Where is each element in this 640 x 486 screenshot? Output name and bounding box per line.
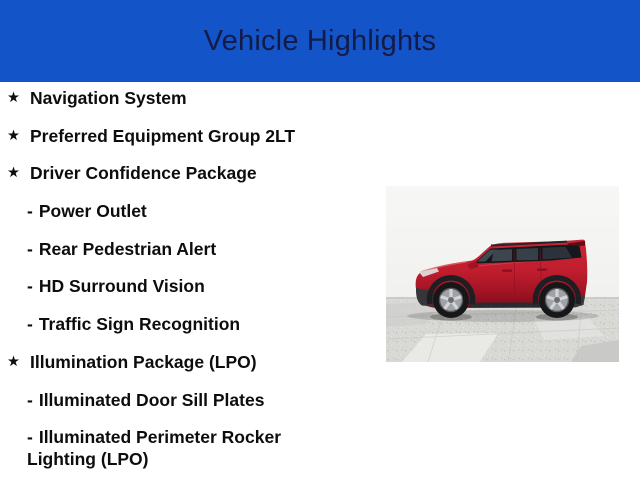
star-bullet-icon: ★ <box>7 127 20 144</box>
highlight-label: Driver Confidence Package <box>30 163 257 184</box>
highlight-label: Rear Pedestrian Alert <box>38 238 217 259</box>
highlight-label: Illuminated Door Sill Plates <box>38 389 265 410</box>
highlight-subitem <box>0 313 336 335</box>
highlight-label: HD Surround Vision <box>38 276 205 297</box>
page-header <box>0 0 640 82</box>
highlight-label: Illuminated Perimeter Rocker Lighting (LPO) <box>27 427 281 470</box>
dash-bullet: - <box>27 238 33 259</box>
highlight-subitem <box>0 426 336 470</box>
highlights-list <box>0 87 336 486</box>
star-bullet-icon: ★ <box>7 353 20 370</box>
vehicle-photo <box>386 186 619 362</box>
highlight-label: Power Outlet <box>38 201 147 222</box>
highlight-item <box>0 87 336 109</box>
highlight-item <box>0 162 336 184</box>
star-bullet-icon: ★ <box>7 90 20 106</box>
dash-bullet: - <box>27 201 33 222</box>
highlight-item <box>0 351 336 373</box>
star-bullet-icon: ★ <box>7 165 20 182</box>
highlight-subitem <box>0 200 336 222</box>
dash-bullet: - <box>27 276 33 297</box>
highlight-item <box>0 125 336 147</box>
page-title: Vehicle Highlights <box>203 24 437 57</box>
highlight-label: Traffic Sign Recognition <box>38 314 241 335</box>
highlight-subitem <box>0 238 336 260</box>
dash-bullet: - <box>27 389 33 410</box>
dash-bullet: - <box>27 314 33 335</box>
highlight-label: Illumination Package (LPO) <box>30 351 257 372</box>
dash-bullet: - <box>27 427 33 448</box>
highlight-subitem <box>0 275 336 297</box>
red-suv-side-view <box>386 186 619 362</box>
rocker-panel <box>469 303 541 308</box>
highlight-label: Navigation System <box>30 88 187 108</box>
highlight-label: Preferred Equipment Group 2LT <box>30 125 296 146</box>
highlight-subitem <box>0 389 336 411</box>
